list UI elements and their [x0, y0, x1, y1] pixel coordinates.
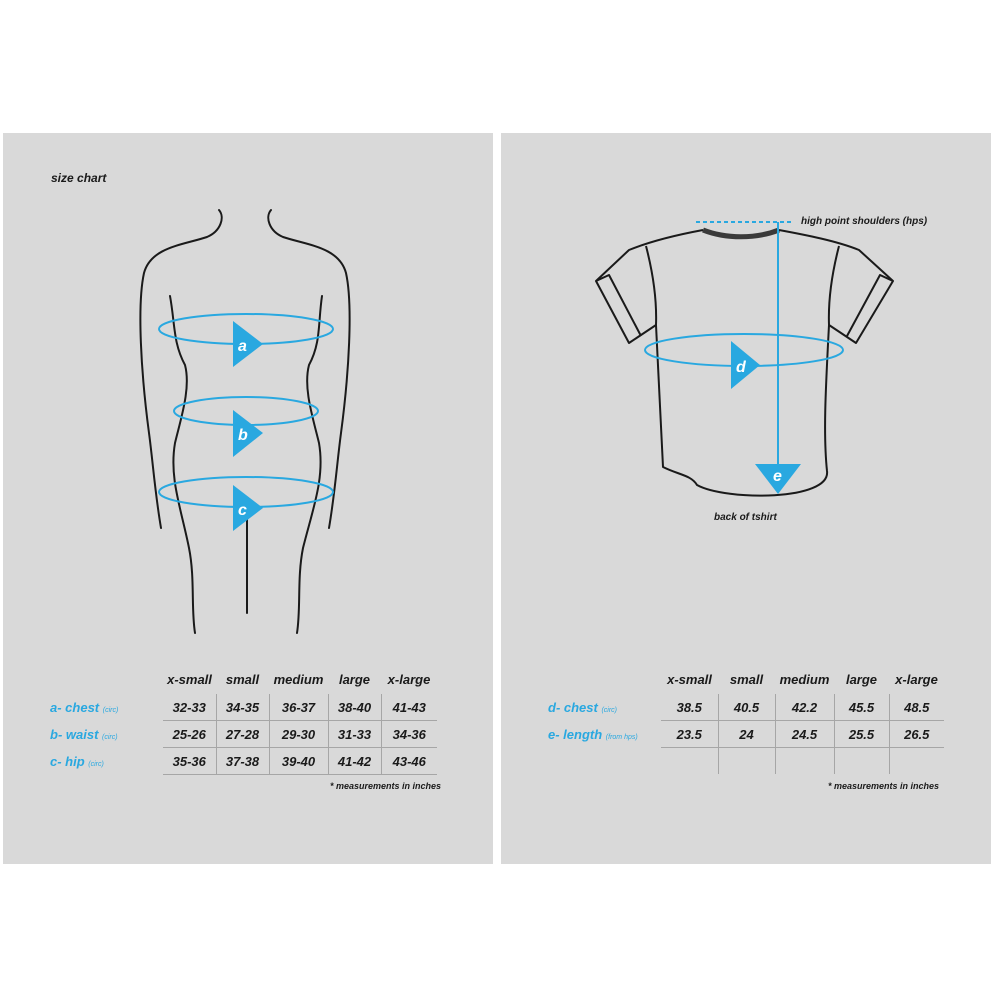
table-cell: 25.5: [834, 721, 889, 748]
body-size-table: [50, 670, 437, 775]
table-header-row: [50, 670, 437, 694]
table-cell: 43-46: [381, 748, 437, 775]
table-cell: 39-40: [269, 748, 328, 775]
table-row: [50, 694, 437, 721]
table-cell: 42.2: [775, 694, 834, 721]
table-cell: 27-28: [216, 721, 269, 748]
tshirt-size-panel: [501, 133, 991, 864]
table-cell: [661, 748, 718, 775]
marker-e: [755, 464, 801, 494]
body-figure-diagram: [3, 133, 493, 653]
marker-d: [731, 341, 760, 389]
table-row: [50, 748, 437, 775]
table-cell: [889, 748, 944, 775]
row-label: c- hip (circ): [50, 753, 104, 769]
tshirt-size-table: [548, 670, 944, 774]
body-size-panel: [3, 133, 493, 864]
table-cell: 41-42: [328, 748, 381, 775]
table-cell: 23.5: [661, 721, 718, 748]
table-header-row: [548, 670, 944, 694]
column-header: small: [225, 671, 260, 687]
table-row: [548, 721, 944, 748]
table-cell: 36-37: [269, 694, 328, 721]
table-row: [548, 748, 944, 775]
column-header: small: [729, 671, 764, 687]
marker-b-label: b: [238, 427, 248, 444]
row-label: a- chest (circ): [50, 699, 119, 715]
table-cell: 45.5: [834, 694, 889, 721]
table-cell: 24.5: [775, 721, 834, 748]
table-cell: 25-26: [163, 721, 216, 748]
table-cell: 38.5: [661, 694, 718, 721]
marker-d-label: d: [736, 359, 746, 376]
table-cell: [775, 748, 834, 775]
marker-a: [233, 321, 263, 367]
column-header: large: [338, 671, 371, 687]
marker-b: [233, 410, 263, 457]
row-label: d- chest (circ): [548, 699, 618, 715]
table-cell: 35-36: [163, 748, 216, 775]
collar: [703, 230, 779, 237]
row-label: [548, 748, 661, 775]
table-row: [548, 694, 944, 721]
row-label: b- waist (circ): [50, 726, 118, 742]
table-cell: 41-43: [381, 694, 437, 721]
column-header: medium: [779, 671, 830, 687]
marker-c-label: c: [238, 502, 247, 519]
row-label: e- length (from hps): [548, 726, 638, 742]
table-cell: 40.5: [718, 694, 775, 721]
table-cell: 26.5: [889, 721, 944, 748]
column-header: x-small: [667, 671, 712, 687]
table-cell: 37-38: [216, 748, 269, 775]
table-cell: 31-33: [328, 721, 381, 748]
column-header: large: [845, 671, 878, 687]
column-header: x-large: [895, 671, 938, 687]
column-header: medium: [273, 671, 324, 687]
page-title: size chart: [51, 171, 107, 185]
table-cell: 34-35: [216, 694, 269, 721]
table-cell: [834, 748, 889, 775]
table-cell: 29-30: [269, 721, 328, 748]
table-cell: 32-33: [163, 694, 216, 721]
table-cell: 24: [718, 721, 775, 748]
table-cell: 34-36: [381, 721, 437, 748]
table-cell: 38-40: [328, 694, 381, 721]
column-header: x-small: [167, 671, 212, 687]
marker-e-label: e: [773, 468, 782, 485]
back-of-tshirt-label: back of tshirt: [714, 512, 777, 523]
table-cell: [718, 748, 775, 775]
hps-label: high point shoulders (hps): [801, 216, 928, 227]
measurement-note: * measurements in inches: [329, 781, 441, 791]
table-cell: 48.5: [889, 694, 944, 721]
marker-a-label: a: [238, 338, 247, 355]
table-row: [50, 721, 437, 748]
tshirt-diagram: [501, 133, 991, 533]
measurement-note: * measurements in inches: [827, 781, 939, 791]
column-header: x-large: [387, 671, 431, 687]
